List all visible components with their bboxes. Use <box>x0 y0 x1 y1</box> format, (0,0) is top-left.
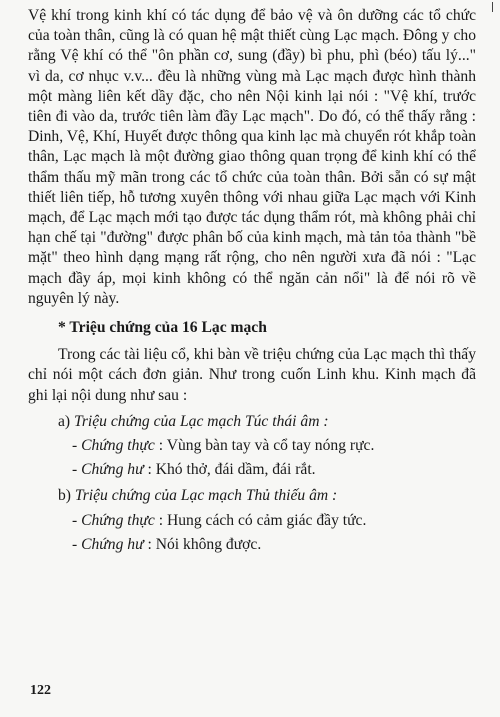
subsection-b-item-2 <box>72 535 476 555</box>
page-number: 122 <box>30 683 51 698</box>
subsection-a-item-1 <box>72 436 476 456</box>
body-paragraph-2: Trong các tài liệu cổ, khi bàn về triệu chứng của Lạc mạch thì thấy chỉ nói một cách đơn giản. Như trong cuốn Linh khu. Kinh mạch đã ghi lại nội dung như sau : <box>28 346 476 404</box>
item-text: : Vùng bàn tay và cổ tay nóng rực. <box>158 437 375 455</box>
scan-edge-mark <box>492 2 493 12</box>
subsection-b-title <box>58 486 476 506</box>
subsection-b-text: Triệu chứng của Lạc mạch Thủ thiếu âm : <box>74 487 338 505</box>
subsection-a-item-2 <box>72 460 476 480</box>
item-dash: - <box>72 461 82 479</box>
item-term: Chứng thực <box>81 437 155 455</box>
item-text: : Nói không được. <box>147 535 262 553</box>
item-term: Chứng hư <box>81 535 144 553</box>
subsection-a-label: a) <box>58 412 71 430</box>
subsection-a-text: Triệu chứng của Lạc mạch Túc thái âm : <box>74 412 329 430</box>
item-dash: - <box>72 511 82 529</box>
item-dash: - <box>72 437 82 455</box>
body-paragraph-1: Vệ khí trong kinh khí có tác dụng để bảo vệ và ôn dưỡng các tổ chức của toàn thân, cũng là có quan hệ mật thiết cùng Lạc mạch. Đông y cho rằng Vệ khí có thể "ôn phần cơ, sung (đầy) bì phu, phì (béo) tấu lý..." vì da, cơ nhục v.v... đều là những vùng mà Lạc mạch được hình thành một màng liên kết dầy đặc, cho nên Nội kinh lại nói : "Vệ khí, trước tiên đi vào da, trước tiên làm đầy Lạc mạch". Do đó, có thể thấy rằng : Dinh, Vệ, Khí, Huyết được thông qua kinh lạc mà chuyển rót khắp toàn thân, Lạc mạch là một đường giao thông quan trọng để kinh khí có thể thẩm thấu mỹ mãn trong các tổ chức của toàn thân. Bởi sẵn có sự mật thiết liên tiếp, hỗ tương xuyên thông với nhau giữa Lạc mạch với Kinh mạch, để Lạc mạch mới tạo được tác dụng thẩm rót, mà không phải chỉ hạn chế tại "đường" được phân bố của kinh mạch, mà tản tỏa thành "bề mặt" theo hình dạng mạng rất rộng, cho nên người xưa đã nói : "Lạc mạch đầy áp, mọi kinh không có thể ngăn cản nổi" là để nói rõ về nguyên lý này. <box>28 7 476 307</box>
item-text: : Hung cách có cảm giác đầy tức. <box>158 511 367 529</box>
text-column <box>28 6 476 555</box>
section-heading: * Triệu chứng của 16 Lạc mạch <box>58 319 267 337</box>
item-dash: - <box>72 535 82 553</box>
subsection-a-title <box>58 412 476 432</box>
subsection-b-item-1 <box>72 511 476 531</box>
subsection-b-label: b) <box>58 487 71 505</box>
item-text: : Khó thở, đái dầm, đái rắt. <box>147 461 316 479</box>
item-term: Chứng thực <box>81 511 155 529</box>
item-term: Chứng hư <box>81 461 144 479</box>
